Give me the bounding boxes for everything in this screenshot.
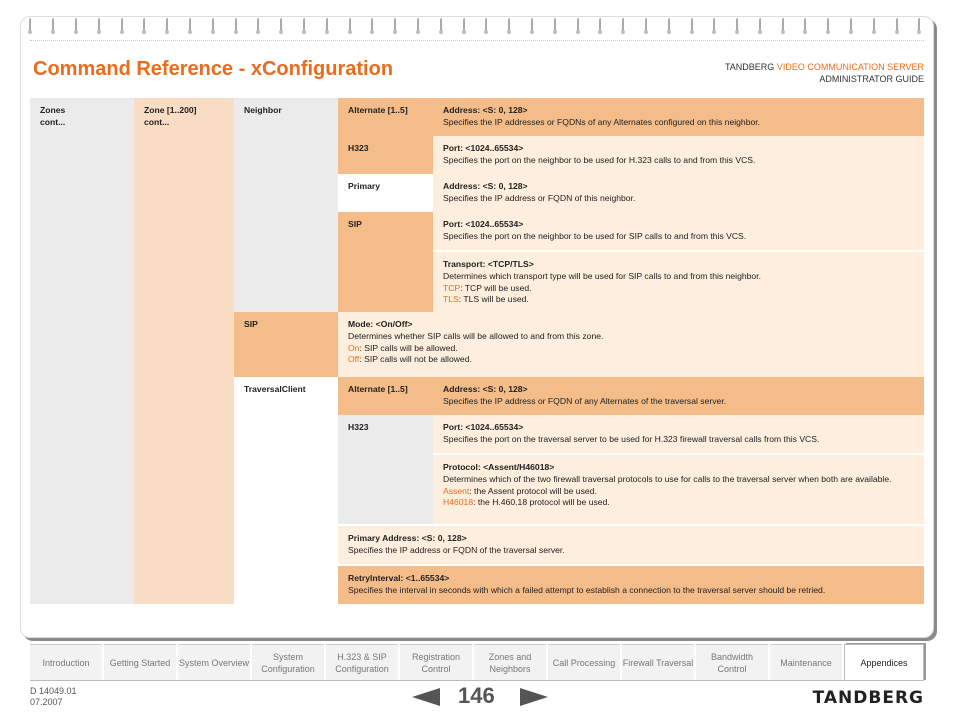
binder-rings <box>20 18 932 32</box>
tab-firewall-traversal[interactable]: Firewall Traversal <box>622 644 694 681</box>
zone-cell: Zone [1..200] cont... <box>134 98 234 604</box>
row-desc: Port: <1024..65534> Specifies the port on the traversal server to be used for H.323 firewall traversal calls from this VCS. <box>433 415 924 453</box>
row-desc: Port: <1024..65534> Specifies the port on the neighbor to be used for H.323 calls to and from this VCS. <box>433 136 924 174</box>
doc-info <box>30 686 77 708</box>
tab-appendices[interactable]: Appendices <box>844 644 924 681</box>
section-tabs <box>30 644 924 684</box>
tab-call-processing[interactable]: Call Processing <box>548 644 620 681</box>
row-key: H323 <box>338 415 433 524</box>
row-desc: Transport: <TCP/TLS> Determines which transport type will be used for SIP calls to and from this neighbor. TCP: TCP will be used. TLS: TLS will be used. <box>433 250 924 312</box>
next-page-arrow-icon[interactable] <box>520 688 548 706</box>
row-desc: Address: <S: 0, 128> Specifies the IP addresses or FQDNs of any Alternates configured on this neighbor. <box>433 98 924 136</box>
tab-h323-sip-configuration[interactable]: H.323 & SIP Configuration <box>326 644 398 681</box>
traversal-client-cell: TraversalClient <box>234 377 338 604</box>
row-desc: Address: <S: 0, 128> Specifies the IP address or FQDN of any Alternates of the traversal server. <box>433 377 924 415</box>
sip-cell: SIP <box>234 312 338 377</box>
tab-zones-neighbors[interactable]: Zones and Neighbors <box>474 644 546 681</box>
row-key: Alternate [1..5] <box>338 377 433 415</box>
row-key: H323 <box>338 136 433 174</box>
tab-bandwidth-control[interactable]: Bandwidth Control <box>696 644 768 681</box>
page-number: 146 <box>458 683 495 708</box>
row-desc: RetryInterval: <1..65534> Specifies the interval in seconds with which a failed attempt to establish a connection to the traversal server should be retried. <box>338 564 924 604</box>
brand-accent: VIDEO COMMUNICATION SERVER <box>776 62 924 72</box>
row-desc: Port: <1024..65534> Specifies the port on the neighbor to be used for SIP calls to and from this VCS. <box>433 212 924 250</box>
row-desc: Address: <S: 0, 128> Specifies the IP address or FQDN of this neighbor. <box>433 174 924 212</box>
command-table <box>30 98 924 604</box>
brand-header <box>725 61 924 85</box>
row-desc: Primary Address: <S: 0, 128> Specifies the IP address or FQDN of the traversal server. <box>338 524 924 564</box>
row-desc: Protocol: <Assent/H46018> Determines which of the two firewall traversal protocols to use for calls to the traversal server when both are available. Assent: the Assent protocol will be used. H46018: the H.460.18 protocol will be used. <box>433 453 924 524</box>
row-desc: Mode: <On/Off> Determines whether SIP calls will be allowed to and from this zone. On: SIP calls will be allowed. Off: SIP calls will not be allowed. <box>338 312 924 377</box>
tab-system-configuration[interactable]: System Configuration <box>252 644 324 681</box>
doc-date: 07.2007 <box>30 697 63 707</box>
tab-introduction[interactable]: Introduction <box>30 644 102 681</box>
row-key: Alternate [1..5] <box>338 98 433 136</box>
zones-cell: Zones cont... <box>30 98 134 604</box>
row-key: Primary <box>338 174 433 212</box>
doc-id: D 14049.01 <box>30 686 77 696</box>
tab-system-overview[interactable]: System Overview <box>178 644 250 681</box>
brand-prefix: TANDBERG <box>724 62 775 72</box>
previous-page-arrow-icon[interactable] <box>412 688 440 706</box>
tab-getting-started[interactable]: Getting Started <box>104 644 176 681</box>
brand-sub: ADMINISTRATOR GUIDE <box>819 74 924 84</box>
page-title: Command Reference - xConfiguration <box>33 58 394 80</box>
tandberg-logo: TANDBERG <box>812 688 924 708</box>
tab-maintenance[interactable]: Maintenance <box>770 644 842 681</box>
row-key: SIP <box>338 212 433 312</box>
tab-registration-control[interactable]: Registration Control <box>400 644 472 681</box>
neighbor-cell: Neighbor <box>234 98 338 312</box>
